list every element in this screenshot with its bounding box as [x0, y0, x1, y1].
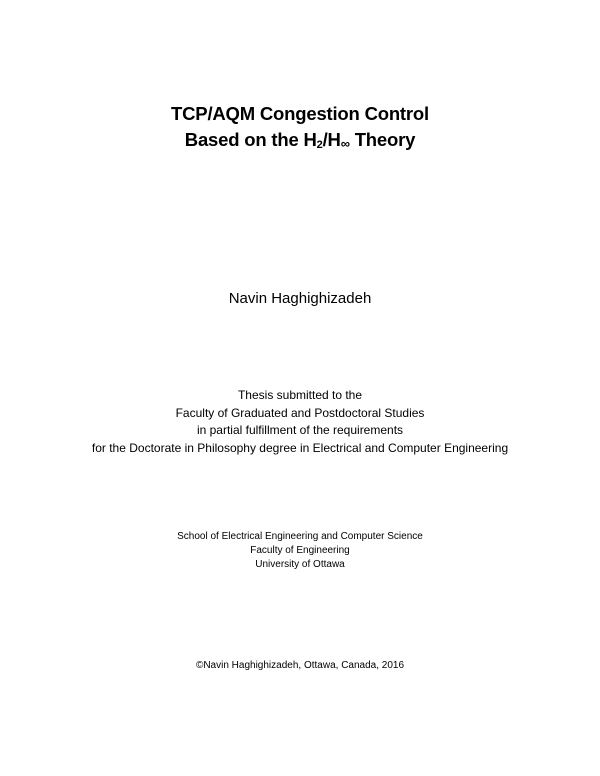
title-subscript-infinity: ∞	[340, 136, 350, 151]
submission-line-3: in partial fulfillment of the requirements	[196, 423, 404, 437]
title-slash-h: /H	[322, 129, 341, 150]
faculty-name: Faculty of Engineering	[250, 545, 350, 556]
copyright-notice: ©Navin Haghighizadeh, Ottawa, Canada, 2016	[195, 660, 405, 671]
thesis-title-line-1: TCP/AQM Congestion Control	[171, 103, 429, 124]
submission-statement	[0, 387, 600, 457]
title-prefix: Based on the H	[184, 129, 317, 150]
title-suffix: Theory	[349, 129, 416, 150]
thesis-title	[0, 101, 600, 158]
thesis-title-line-2	[0, 127, 600, 158]
university-name: University of Ottawa	[255, 559, 345, 570]
school-name: School of Electrical Engineering and Computer Science	[177, 531, 423, 542]
author-name: Navin Haghighizadeh	[228, 290, 372, 307]
submission-line-1: Thesis submitted to the	[237, 388, 363, 402]
submission-line-2: Faculty of Graduated and Postdoctoral Studies	[175, 405, 425, 420]
institution-block	[0, 530, 600, 572]
title-subscript-2: 2	[316, 139, 323, 151]
submission-line-4: for the Doctorate in Philosophy degree in Electrical and Computer Engineering	[91, 440, 509, 455]
